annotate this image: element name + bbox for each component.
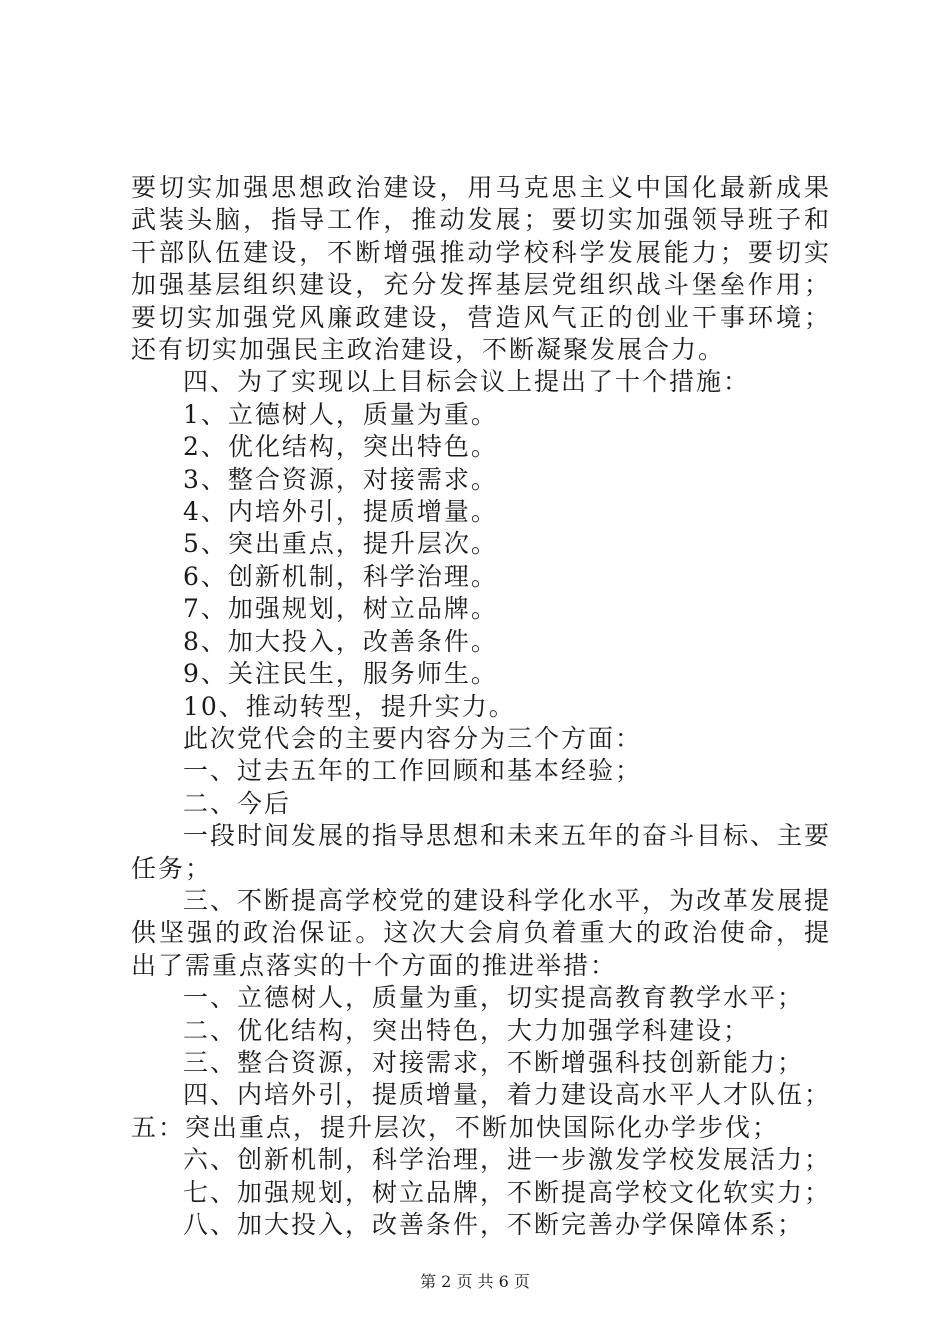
document-body: [131, 172, 831, 1241]
paragraph: 四、为了实现以上目标会议上提出了十个措施：: [183, 367, 751, 397]
paragraph: 一、过去五年的工作回顾和基本经验；: [183, 756, 643, 786]
paragraph: 一段时间发展的指导思想和未来五年的奋斗目标、主要任务；: [131, 821, 832, 883]
list-item: 10、推动转型，提升实力。: [183, 691, 516, 721]
paragraph: 四、内培外引，提质增量，着力建设高水平人才队伍；五：突出重点，提升层次，不断加快国际化办学步伐；: [131, 1080, 832, 1142]
paragraph: 二、优化结构，突出特色，大力加强学科建设；: [183, 1015, 751, 1045]
page-number-footer: 第 2 页 共 6 页: [420, 1272, 530, 1291]
paragraph: 三、整合资源，对接需求，不断增强科技创新能力；: [183, 1047, 805, 1077]
paragraph: 八、加大投入，改善条件，不断完善办学保障体系；: [183, 1210, 805, 1239]
list-item: 8、加大投入，改善条件。: [183, 626, 498, 656]
list-item: 4、内培外引，提质增量。: [183, 497, 498, 527]
list-item: 9、关注民生，服务师生。: [183, 659, 498, 689]
list-item: 7、加强规划，树立品牌。: [183, 594, 498, 624]
paragraph: 三、不断提高学校党的建设科学化水平，为改革发展提供坚强的政治保证。这次大会肩负着重大的政治使命，提出了需重点落实的十个方面的推进举措：: [131, 885, 832, 980]
list-item: 1、立德树人，质量为重。: [183, 399, 498, 429]
list-item: 6、创新机制，科学治理。: [183, 561, 498, 591]
list-item: 3、整合资源，对接需求。: [183, 464, 498, 494]
paragraph: 要切实加强思想政治建设，用马克思主义中国化最新成果武装头脑，指导工作，推动发展；要切实加强领导班子和干部队伍建设，不断增强推动学校科学发展能力；要切实加强基层组织建设，充分发挥基层党组织战斗堡垒作用；要切实加强党风廉政建设，营造风气正的创业干事环境；还有切实加强民主政治建设，不断凝聚发展合力。: [131, 173, 831, 365]
paragraph: 六、创新机制，科学治理，进一步激发学校发展活力；: [183, 1145, 832, 1175]
paragraph: 一、立德树人，质量为重，切实提高教育教学水平；: [183, 983, 805, 1013]
list-item: 2、优化结构，突出特色。: [183, 432, 498, 462]
paragraph: 此次党代会的主要内容分为三个方面：: [183, 723, 643, 753]
list-item: 5、突出重点，提升层次。: [183, 529, 498, 559]
paragraph: 七、加强规划，树立品牌，不断提高学校文化软实力；: [183, 1177, 832, 1207]
paragraph: 二、今后: [183, 788, 292, 818]
